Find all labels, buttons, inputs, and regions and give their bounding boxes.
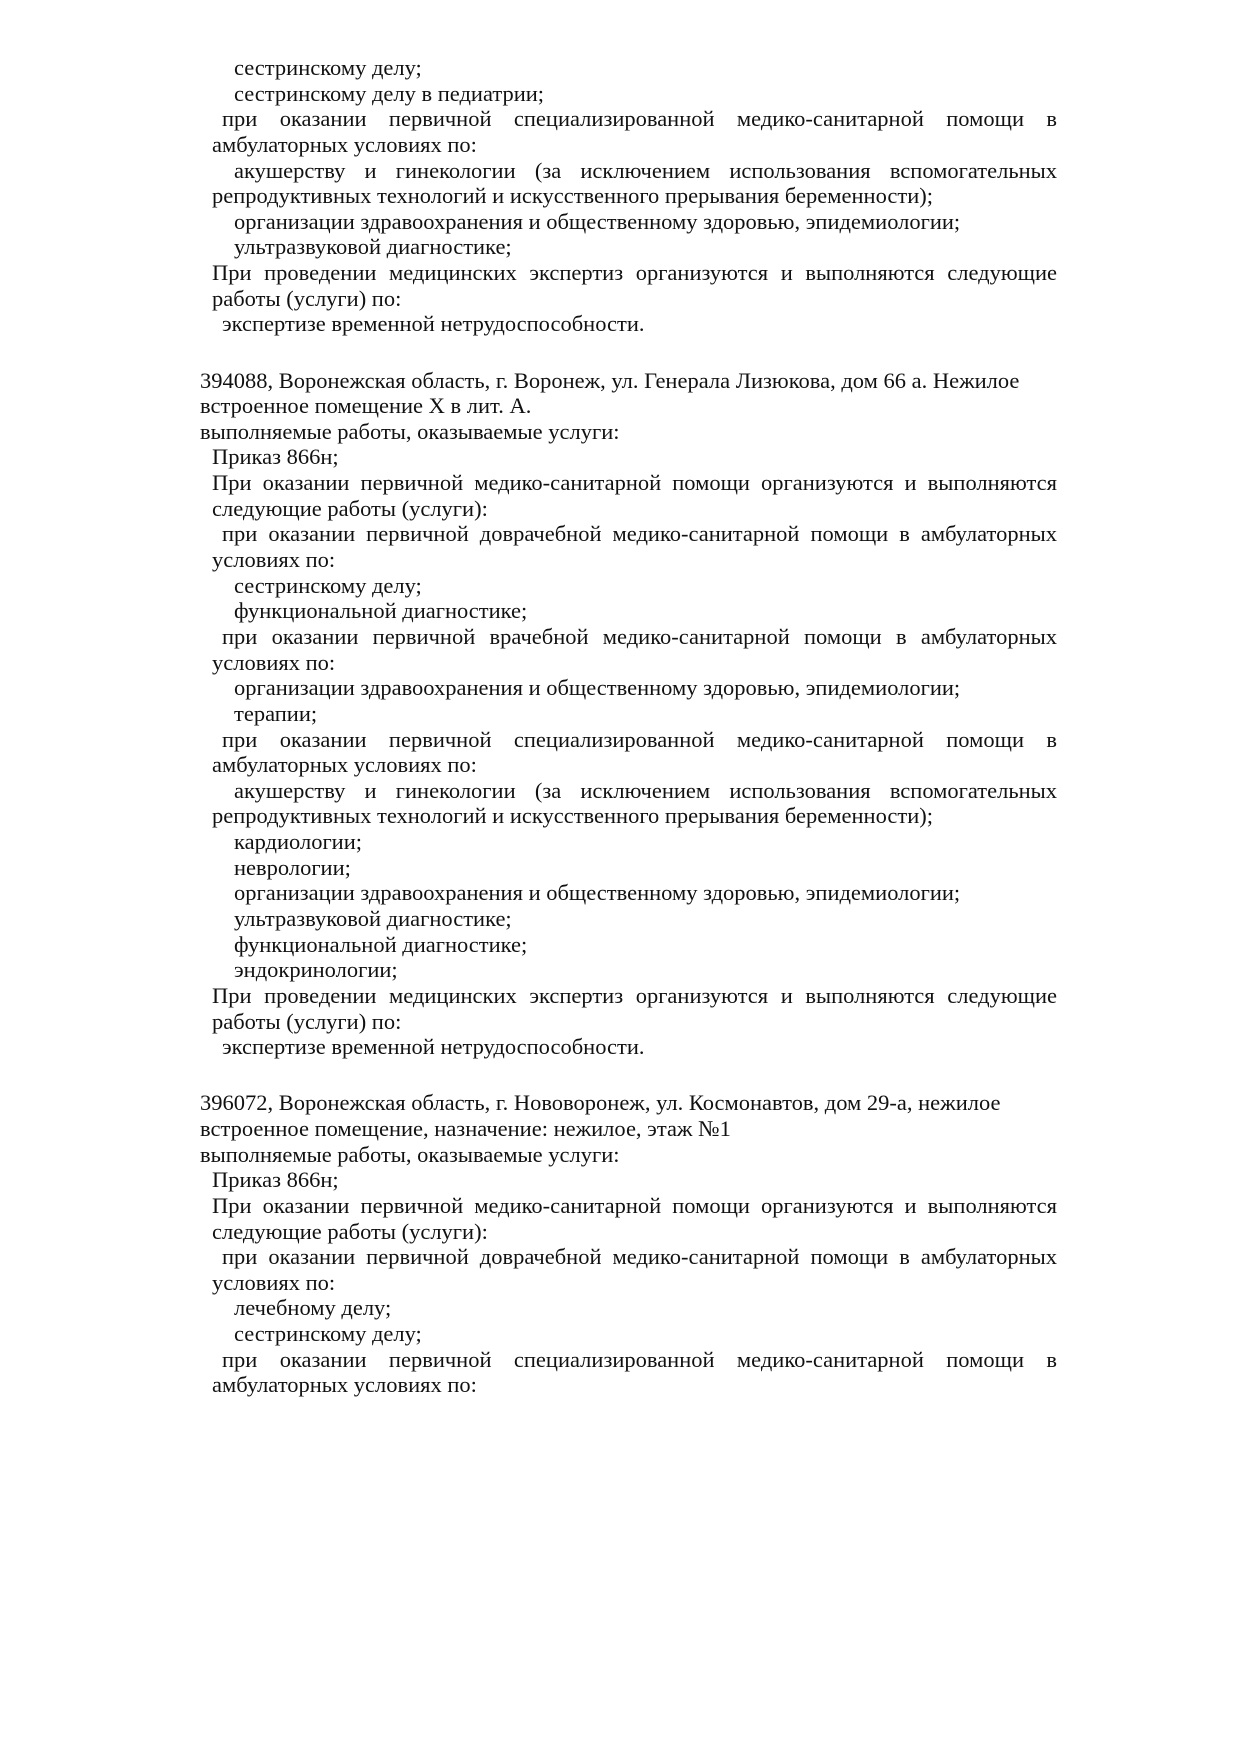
text-line: следующие работы (услуги): [212, 495, 488, 521]
text-line: работы (услуги) по: [212, 285, 402, 311]
address-line: 394088, Воронежская область, г. Воронеж, ул. Генерала Лизюкова, дом 66 а. Нежилое [200, 367, 1020, 393]
text-line: экспертизе временной нетрудоспособности. [222, 311, 645, 337]
text-line: сестринскому делу; [234, 572, 422, 598]
address-line: встроенное помещение, назначение: нежилое, этаж №1 [200, 1115, 731, 1141]
text-line: акушерству и гинекологии (за исключением использования вспомогательных [234, 777, 1057, 803]
text-line: условиях по: [212, 1269, 336, 1295]
text-line: амбулаторных условиях по: [212, 1372, 477, 1398]
text-line: при оказании первичной специализированной медико-санитарной помощи в [222, 1346, 1057, 1372]
text-line: условиях по: [212, 649, 336, 675]
text-line: акушерству и гинекологии (за исключением использования вспомогательных [234, 157, 1057, 183]
text-line: репродуктивных технологий и искусственного прерывания беременности); [212, 803, 933, 829]
text-line: амбулаторных условиях по: [212, 131, 477, 157]
text-line: неврологии; [234, 854, 351, 880]
text-line: При оказании первичной медико-санитарной помощи организуются и выполняются [212, 1192, 1057, 1218]
text-line: репродуктивных технологий и искусственного прерывания беременности); [212, 183, 933, 209]
text-line: сестринскому делу в педиатрии; [234, 80, 545, 106]
text-line: при оказании первичной специализированной медико-санитарной помощи в [222, 106, 1057, 132]
address-line: 396072, Воронежская область, г. Нововоронеж, ул. Космонавтов, дом 29-а, нежилое [200, 1090, 1001, 1116]
text-line: организации здравоохранения и общественному здоровью, эпидемиологии; [234, 880, 961, 906]
text-line: при оказании первичной врачебной медико-санитарной помощи в амбулаторных [222, 623, 1057, 649]
text-line: сестринскому делу; [234, 1321, 422, 1347]
text-line: При проведении медицинских экспертиз организуются и выполняются следующие [212, 260, 1057, 286]
text-line: ультразвуковой диагностике; [234, 906, 512, 931]
text-line: При оказании первичной медико-санитарной помощи организуются и выполняются [212, 470, 1057, 496]
text-line: При проведении медицинских экспертиз организуются и выполняются следующие [212, 982, 1057, 1008]
text-line: работы (услуги) по: [212, 1008, 402, 1034]
text-line: терапии; [234, 700, 318, 726]
text-line: кардиологии; [234, 829, 363, 855]
text-line: лечебному делу; [234, 1295, 392, 1321]
text-line: Приказ 866н; [212, 1167, 339, 1193]
text-line: функциональной диагностике; [234, 598, 528, 624]
section-continued [0, 55, 1240, 337]
document-page [0, 55, 1240, 1398]
text-line: выполняемые работы, оказываемые услуги: [200, 418, 620, 444]
text-line: при оказании первичной доврачебной медико-санитарной помощи в амбулаторных [222, 521, 1057, 547]
text-line: сестринскому делу; [234, 55, 422, 80]
text-line: эндокринологии; [234, 957, 398, 983]
text-line: Приказ 866н; [212, 444, 339, 470]
text-line: амбулаторных условиях по: [212, 752, 477, 778]
text-line: экспертизе временной нетрудоспособности. [222, 1034, 645, 1060]
text-line: организации здравоохранения и общественному здоровью, эпидемиологии; [234, 675, 961, 701]
text-line: следующие работы (услуги): [212, 1218, 488, 1244]
text-line: выполняемые работы, оказываемые услуги: [200, 1141, 620, 1167]
address-line: встроенное помещение X в лит. А. [200, 393, 532, 419]
text-line: условиях по: [212, 547, 336, 573]
text-line: при оказании первичной специализированной медико-санитарной помощи в [222, 726, 1057, 752]
text-line: функциональной диагностике; [234, 931, 528, 957]
text-line: ультразвуковой диагностике; [234, 234, 512, 260]
text-line: организации здравоохранения и общественному здоровью, эпидемиологии; [234, 208, 961, 234]
section-address-396072 [0, 1090, 1240, 1398]
text-line: при оказании первичной доврачебной медико-санитарной помощи в амбулаторных [222, 1244, 1057, 1270]
section-address-394088 [0, 368, 1240, 1060]
